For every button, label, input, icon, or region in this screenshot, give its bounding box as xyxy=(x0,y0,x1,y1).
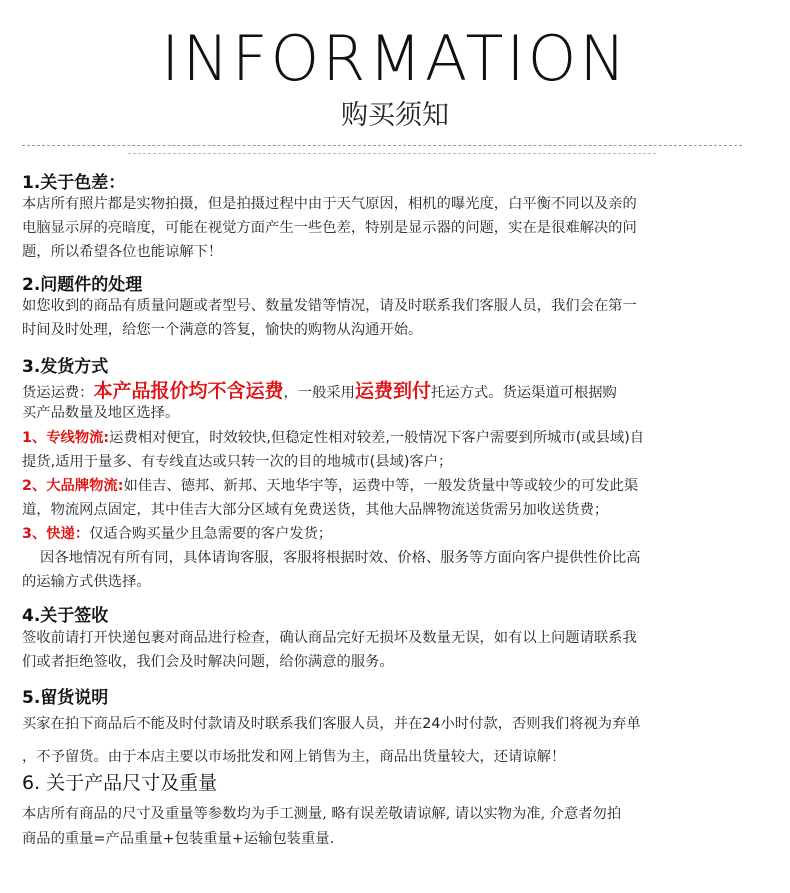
divider-dashed-inner xyxy=(128,153,656,154)
section-text-line: 们或者拒绝签收，我们会及时解决问题，给你满意的服务。 xyxy=(22,654,394,670)
shipping-option-text: 如佳吉、德邦、新邦、天地华宇等，运费中等，一般发货量中等或较少的可发此渠 xyxy=(123,478,639,494)
shipping-fee-prefix: 货运运费： xyxy=(22,385,94,401)
shipping-option-label: 2、大品牌物流: xyxy=(22,478,124,494)
section-text-line: 买产品数量及地区选择。 xyxy=(22,405,180,421)
section-text-line: 本店所有商品的尺寸及重量等参数均为手工测量, 略有误差敬请谅解, 请以实物为准, 介意者勿拍 xyxy=(22,806,622,822)
section-text-line: 因各地情况有所有同，具体请询客服，客服将根据时效、价格、服务等方面向客户提供性价比高 xyxy=(40,550,641,566)
section-text-line: 签收前请打开快递包裹对商品进行检查，确认商品完好无损坏及数量无误，如有以上问题请联系我 xyxy=(22,630,637,646)
section-title-color-difference: 1.关于色差： xyxy=(22,173,126,193)
section-text-line: 如您收到的商品有质量问题或者型号、数量发错等情况，请及时联系我们客服人员，我们会在第一 xyxy=(22,298,637,314)
section-text-line: 题，所以希望各位也能谅解下！ xyxy=(22,244,223,260)
shipping-option-brand-logistics xyxy=(22,475,770,499)
page-subtitle: 购买须知 xyxy=(341,100,449,131)
shipping-option-express xyxy=(22,523,770,547)
section-text-line: 道，物流网点固定，其中佳吉大部分区域有免费送货，其他大品牌物流送货需另加收送货费； xyxy=(22,502,609,518)
section-text-line: 电脑显示屏的亮暗度，可能在视觉方面产生一些色差，特别是显示器的问题，实在是很难解决的问 xyxy=(22,220,637,236)
shipping-fee-suffix: 托运方式。货运渠道可根据购 xyxy=(431,385,617,401)
shipping-option-label: 1、专线物流: xyxy=(22,430,110,446)
section-text-line: 买家在拍下商品后不能及时付款请及时联系我们客服人员，并在24小时付款，否则我们将视为弃单 xyxy=(22,716,641,732)
section-text-line: 的运输方式供选择。 xyxy=(22,574,151,590)
section-text-line: 时间及时处理，给您一个满意的答复，愉快的购物从沟通开始。 xyxy=(22,322,423,338)
shipping-option-text: 仅适合购买量少且急需要的客户发货； xyxy=(89,526,333,542)
price-excludes-shipping-notice: 本产品报价均不含运费 xyxy=(93,380,284,402)
divider-dashed xyxy=(22,145,742,146)
shipping-option-label: 3、快递： xyxy=(22,526,90,542)
section-title-receipt: 4.关于签收 xyxy=(22,606,109,626)
shipping-option-dedicated-line xyxy=(22,427,770,451)
freight-collect-notice: 运费到付 xyxy=(354,380,431,402)
section-text-line: 商品的重量=产品重量+包装重量+运输包装重量. xyxy=(22,831,335,847)
section-text-line: 提货,适用于量多、有专线直达或只转一次的目的地城市(县域)客户； xyxy=(22,454,453,470)
section-title-shipping: 3.发货方式 xyxy=(22,357,109,377)
section-title-problem-handling: 2.问题件的处理 xyxy=(22,275,143,295)
section-title-hold-goods: 5.留货说明 xyxy=(22,688,109,708)
page-title: INFORMATION xyxy=(161,22,629,95)
section-text-line: ，不予留货。由于本店主要以市场批发和网上销售为主，商品出货量较大，还请谅解！ xyxy=(22,749,566,765)
shipping-fee-mid: ，一般采用 xyxy=(283,385,355,401)
section-title-size-weight: 6. 关于产品尺寸及重量 xyxy=(22,772,218,794)
shipping-option-text: 运费相对便宜，时效较快,但稳定性相对较差,一般情况下客户需要到所城市(或县域)自 xyxy=(109,430,645,446)
section-text-line: 本店所有照片都是实物拍摄，但是拍摄过程中由于天气原因，相机的曝光度，白平衡不同以及亲的 xyxy=(22,196,637,212)
